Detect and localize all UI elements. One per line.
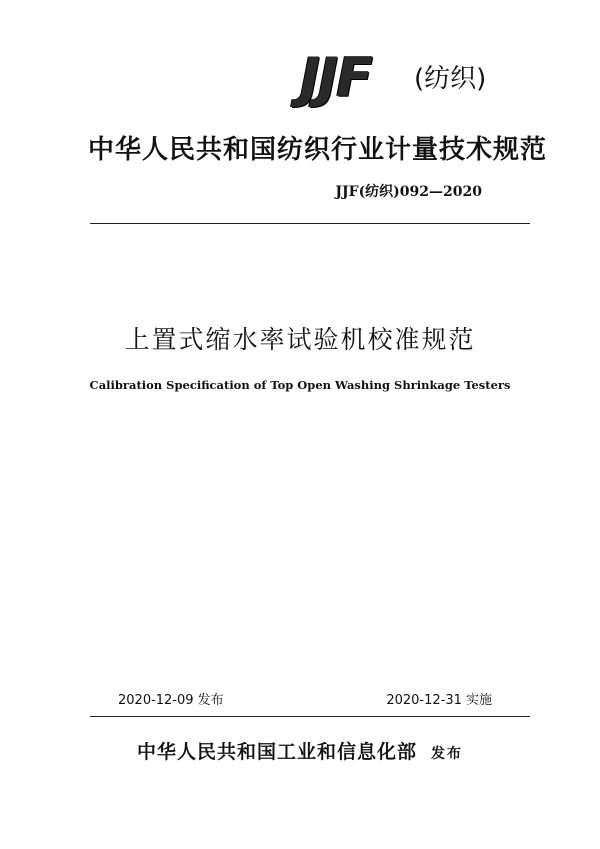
effective-date: 2020-12-31 实施: [386, 693, 492, 708]
jjf-logo: [300, 48, 540, 108]
top-divider: [90, 223, 530, 224]
publisher-row: [0, 738, 600, 768]
logo-letters: JJF: [300, 46, 372, 109]
spec-title-en: Calibration Specification of Top Open Washing Shrinkage Testers: [89, 378, 511, 392]
issue-date: 2020-12-09 发布: [118, 693, 224, 708]
page-title: 中华人民共和国纺织行业计量技术规范: [88, 135, 548, 165]
document-code: JJF(纺织)092—2020: [335, 184, 482, 200]
publisher-name: 中华人民共和国工业和信息化部: [136, 741, 417, 763]
publish-label: 发布: [431, 746, 463, 762]
logo-suffix: (纺织): [414, 64, 487, 94]
spec-title-cn: 上置式缩水率试验机校准规范: [124, 325, 476, 354]
bottom-divider: [90, 716, 530, 717]
